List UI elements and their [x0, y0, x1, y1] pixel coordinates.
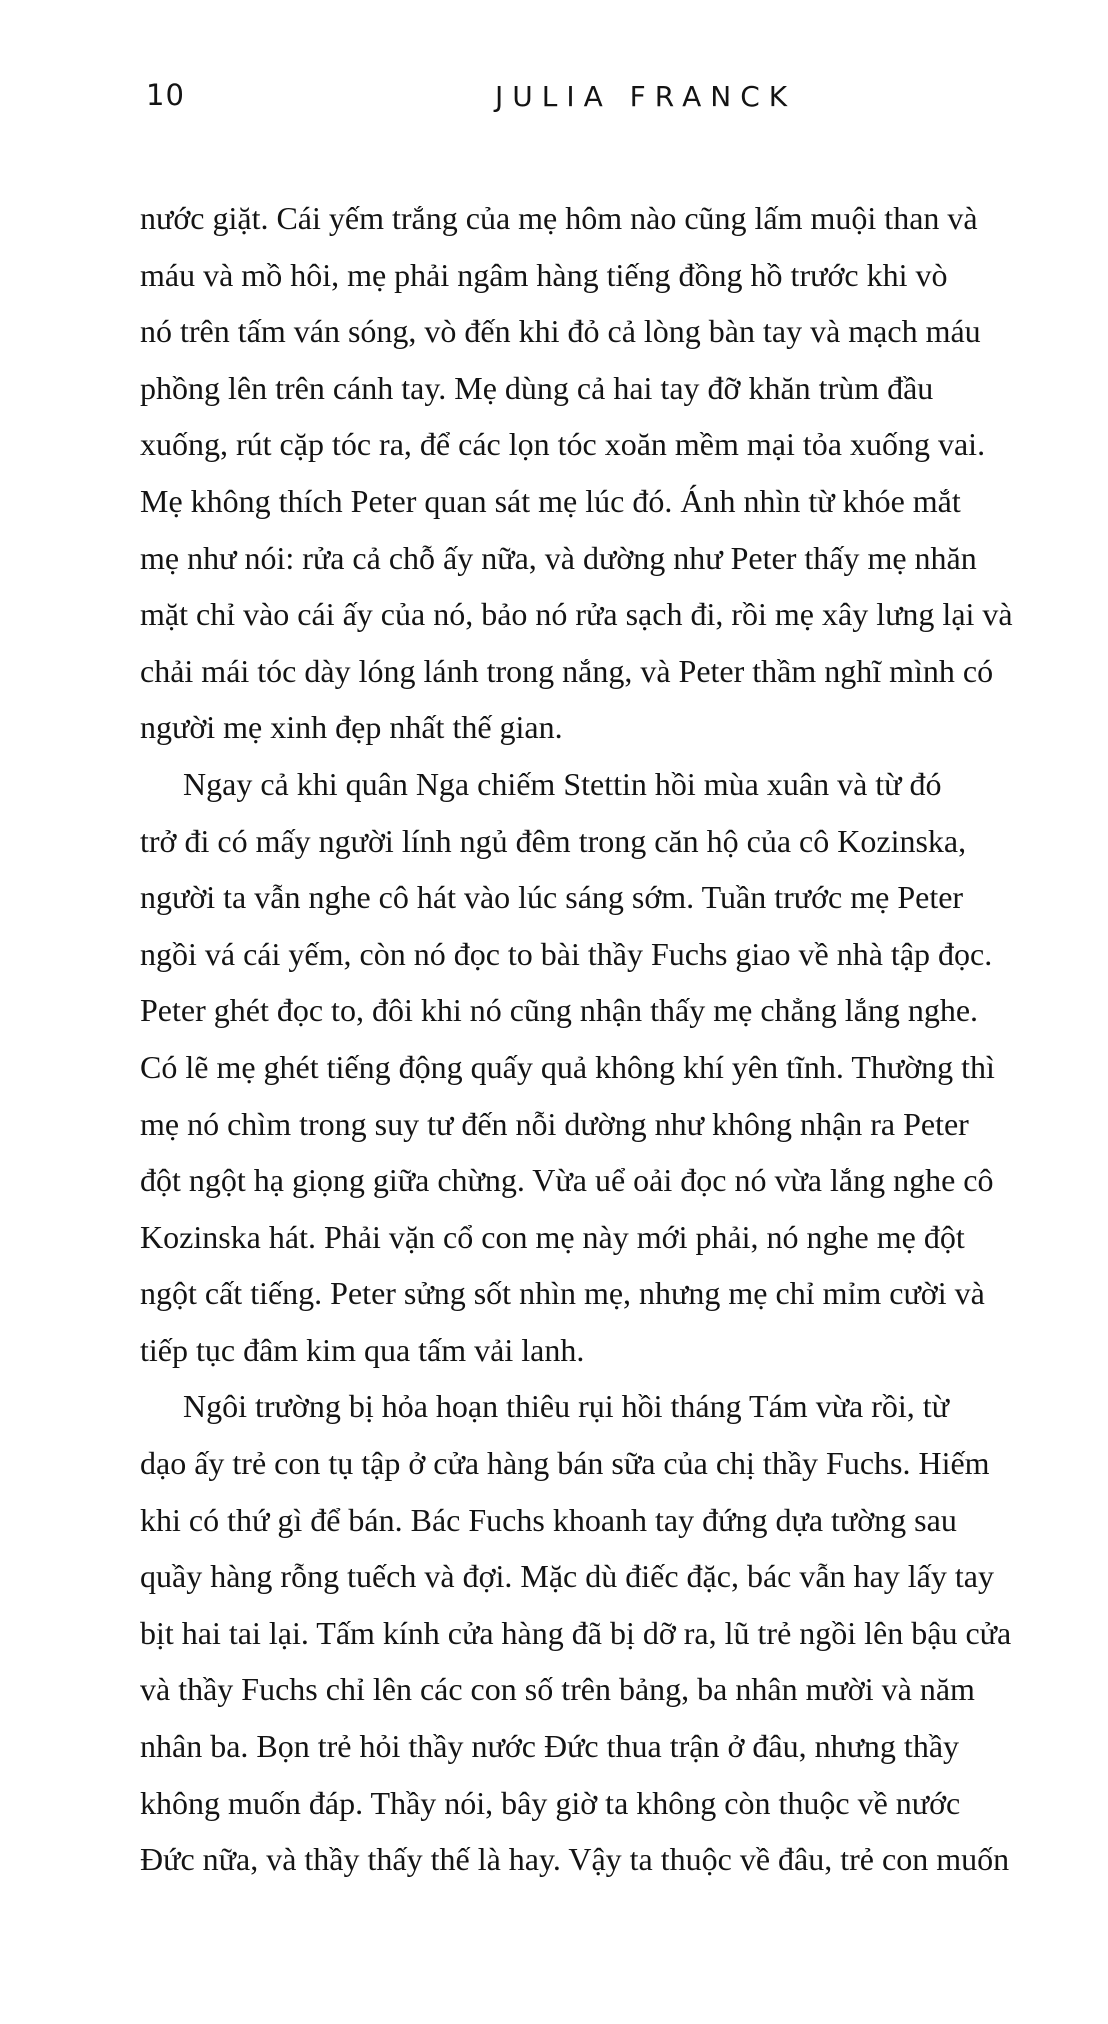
text-line: bịt hai tai lại. Tấm kính cửa hàng đã bị dỡ ra, lũ trẻ ngồi lên bậu cửa [140, 1614, 1012, 1651]
text-line: mặt chỉ vào cái ấy của nó, bảo nó rửa sạch đi, rồi mẹ xây lưng lại và [140, 596, 1013, 633]
text-line: khi có thứ gì để bán. Bác Fuchs khoanh tay đứng dựa tường sau [140, 1501, 957, 1538]
paragraph [140, 190, 1100, 756]
text-line: người mẹ xinh đẹp nhất thế gian. [140, 709, 563, 746]
text-line: mẹ nó chìm trong suy tư đến nỗi dường như không nhận ra Peter [140, 1105, 969, 1142]
running-head [140, 78, 1080, 128]
text-line: nó trên tấm ván sóng, vò đến khi đỏ cả lòng bàn tay và mạch máu [140, 313, 981, 350]
text-line: quầy hàng rỗng tuếch và đợi. Mặc dù điếc đặc, bác vẫn hay lấy tay [140, 1558, 994, 1595]
text-line: đột ngột hạ giọng giữa chừng. Vừa uể oải đọc nó vừa lắng nghe cô [140, 1162, 994, 1199]
text-line: nước giặt. Cái yếm trắng của mẹ hôm nào cũng lấm muội than và [140, 200, 978, 236]
text-line: tiếp tục đâm kim qua tấm vải lanh. [140, 1331, 585, 1368]
text-line: phồng lên trên cánh tay. Mẹ dùng cả hai tay đỡ khăn trùm đầu [140, 369, 934, 406]
text-line: Mẹ không thích Peter quan sát mẹ lúc đó. Ánh nhìn từ khóe mắt [140, 482, 961, 519]
text-line: mẹ như nói: rửa cả chỗ ấy nữa, và dường như Peter thấy mẹ nhăn [140, 539, 977, 576]
text-line: trở đi có mấy người lính ngủ đêm trong căn hộ của cô Kozinska, [140, 822, 967, 859]
text-line: dạo ấy trẻ con tụ tập ở cửa hàng bán sữa của chị thầy Fuchs. Hiếm [140, 1445, 990, 1482]
text-line: không muốn đáp. Thầy nói, bây giờ ta không còn thuộc về nước [140, 1784, 961, 1821]
text-line: nhân ba. Bọn trẻ hỏi thầy nước Đức thua trận ở đâu, nhưng thầy [140, 1728, 960, 1765]
text-line: Ngôi trường bị hỏa hoạn thiêu rụi hồi tháng Tám vừa rồi, từ [183, 1388, 950, 1425]
text-line: ngồi vá cái yếm, còn nó đọc to bài thầy Fuchs giao về nhà tập đọc. [140, 935, 993, 972]
text-line: xuống, rút cặp tóc ra, để các lọn tóc xoăn mềm mại tỏa xuống vai. [140, 426, 986, 463]
author-name: JULIA FRANCK [495, 80, 797, 113]
text-line: và thầy Fuchs chỉ lên các con số trên bảng, ba nhân mười và năm [140, 1671, 975, 1708]
paragraph [140, 756, 1100, 1379]
text-line: người ta vẫn nghe cô hát vào lúc sáng sớm. Tuần trước mẹ Peter [140, 879, 964, 916]
text-line: Đức nữa, và thầy thấy thế là hay. Vậy ta thuộc về đâu, trẻ con muốn [140, 1841, 1010, 1878]
text-line: Có lẽ mẹ ghét tiếng động quấy quả không khí yên tĩnh. Thường thì [140, 1048, 995, 1085]
text-line: Peter ghét đọc to, đôi khi nó cũng nhận thấy mẹ chẳng lắng nghe. [140, 992, 979, 1029]
text-line: Ngay cả khi quân Nga chiếm Stettin hồi mùa xuân và từ đó [183, 765, 942, 802]
paragraph [140, 1378, 1100, 1887]
page-number: 10 [146, 78, 185, 112]
text-line: ngột cất tiếng. Peter sửng sốt nhìn mẹ, nhưng mẹ chỉ mỉm cười và [140, 1275, 985, 1312]
text-line: chải mái tóc dày lóng lánh trong nắng, và Peter thầm nghĩ mình có [140, 652, 994, 689]
body-text [140, 190, 1100, 1888]
text-line: máu và mồ hôi, mẹ phải ngâm hàng tiếng đồng hồ trước khi vò [140, 256, 948, 293]
text-line: Kozinska hát. Phải vặn cổ con mẹ này mới phải, nó nghe mẹ đột [140, 1218, 965, 1255]
